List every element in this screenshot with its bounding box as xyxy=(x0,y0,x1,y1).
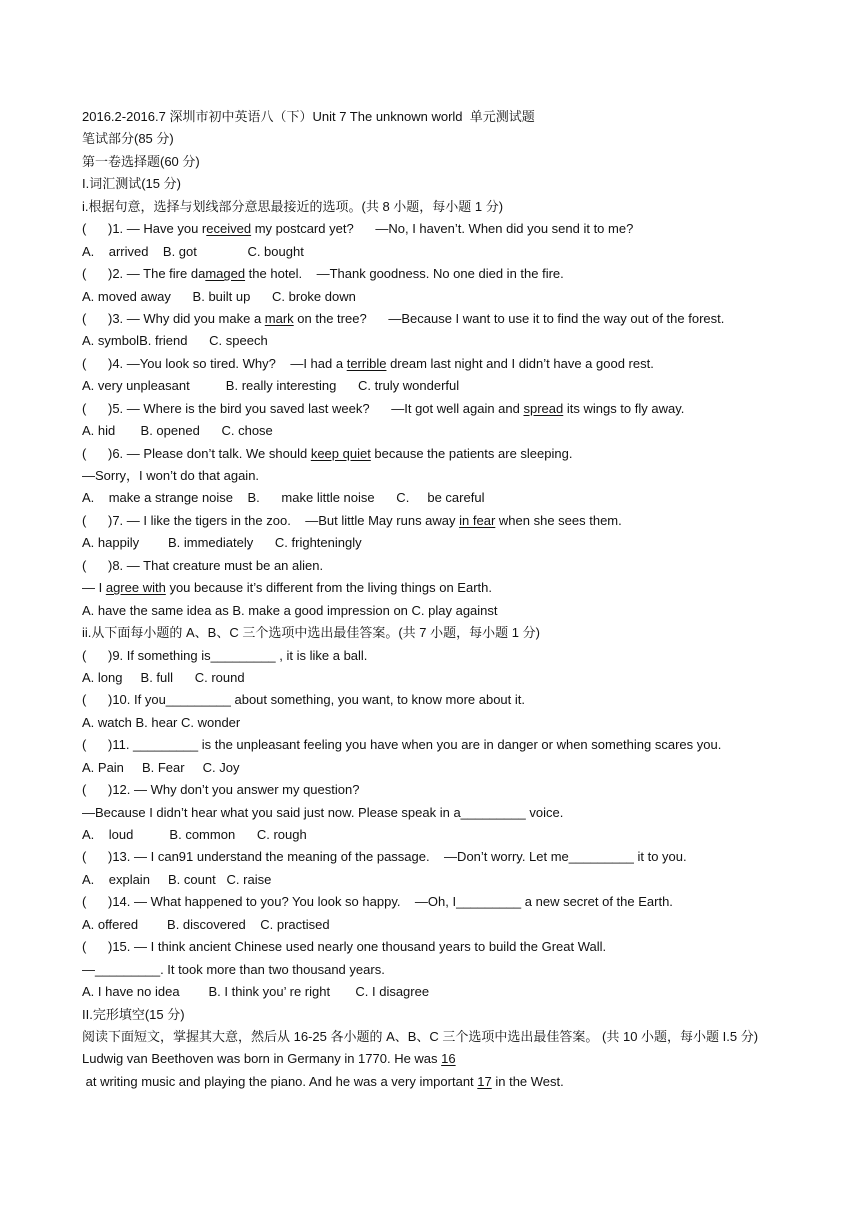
question-6-reply: —Sorry，I won’t do that again. xyxy=(82,468,260,483)
question-13-options: A. explain B. count C. raise xyxy=(82,871,272,887)
section1a-instructions: i.根据句意，选择与划线部分意思最接近的选项。(共 8 小题，每小题 1 分) xyxy=(82,198,504,214)
question-9: ( )9. If something is_________ , it is like a ball. xyxy=(82,647,368,663)
question-10-options: A. watch B. hear C. wonder xyxy=(82,714,241,730)
section1b-instructions: ii.从下面每小题的 A、B、C 三个选项中选出最佳答案。(共 7 小题，每小题 1 分) xyxy=(82,625,540,641)
question-15-options: A. I have no idea B. I think you’ re right C. I disagree xyxy=(82,984,430,1000)
question-7: ( )7. — I like the tigers in the zoo. —But little May runs away in fear when she sees them. xyxy=(82,512,622,528)
question-11-options: A. Pain B. Fear C. Joy xyxy=(82,759,240,775)
question-2: ( )2. — The fire damaged the hotel. —Thank goodness. No one died in the fire. xyxy=(82,266,564,282)
question-8: ( )8. — That creature must be an alien. xyxy=(82,557,324,573)
question-4: ( )4. —You look so tired. Why? —I had a terrible dream last night and I didn’t have a good rest. xyxy=(82,355,654,371)
question-4-options: A. very unpleasant B. really interesting C. truly wonderful xyxy=(82,378,460,394)
question-13: ( )13. — I can91 understand the meaning of the passage. —Don’t worry. Let me_________ it to you. xyxy=(82,849,687,865)
question-1-options: A. arrived B. got C. bought xyxy=(82,243,304,259)
question-12: ( )12. — Why don’t you answer my question? xyxy=(82,782,360,798)
question-3-options: A. symbolB. friend C. speech xyxy=(82,333,268,349)
question-6-options: A. make a strange noise B. make little noise C. be careful xyxy=(82,490,485,506)
question-15-reply: —_________. It took more than two thousand years. xyxy=(82,961,385,977)
volume1-heading: 第一卷选择题(60 分) xyxy=(82,153,200,169)
written-part-heading: 笔试部分(85 分) xyxy=(82,131,174,147)
question-14-options: A. offered B. discovered C. practised xyxy=(82,916,330,932)
question-9-options: A. long B. full C. round xyxy=(82,669,245,685)
section2-heading: II.完形填空(15 分) xyxy=(82,1006,185,1022)
question-12-reply: —Because I didn’t hear what you said just now. Please speak in a_________ voice. xyxy=(82,804,564,820)
question-5: ( )5. — Where is the bird you saved last week? —It got well again and spread its wings to fly away. xyxy=(82,400,685,416)
question-3: ( )3. — Why did you make a mark on the tree? —Because I want to use it to find the way out of the forest. xyxy=(82,310,725,326)
section1-heading: I.词汇测试(15 分) xyxy=(82,176,181,192)
question-5-options: A. hid B. opened C. chose xyxy=(82,423,273,439)
question-14: ( )14. — What happened to you? You look so happy. —Oh, I_________ a new secret of the Earth. xyxy=(82,894,673,910)
blank-16: 16 xyxy=(441,1051,456,1067)
question-8-reply: — I agree with you because it’s different from the living things on Earth. xyxy=(82,580,492,596)
question-11: ( )11. _________ is the unpleasant feeling you have when you are in danger or when something scares you. xyxy=(82,737,722,753)
exam-title: 2016.2-2016.7 深圳市初中英语八（下）Unit 7 The unknown world 单元测试题 xyxy=(82,109,535,124)
question-1: ( )1. — Have you received my postcard yet? —No, I haven’t. When did you send it to me? xyxy=(82,221,634,237)
blank-17: 17 xyxy=(477,1073,492,1089)
question-8-options: A. have the same idea as B. make a good impression on C. play against xyxy=(82,602,498,618)
section2-instructions: 阅读下面短文，掌握其大意，然后从 16-25 各小题的 A、B、C 三个选项中选出最佳答案。 (共 10 小题，每小题 I.5 分) xyxy=(82,1028,759,1044)
question-10: ( )10. If you_________ about something, you want, to know more about it. xyxy=(82,692,525,708)
passage-paragraph: Ludwig van Beethoven was born in Germany in 1770. He was 16 at writing music and playing the piano. And he was a very important 17 in the West. xyxy=(82,1051,564,1089)
question-7-options: A. happily B. immediately C. frighteningly xyxy=(82,535,362,551)
question-2-options: A. moved away B. built up C. broke down xyxy=(82,288,356,304)
exam-page xyxy=(82,106,786,1093)
question-15: ( )15. — I think ancient Chinese used nearly one thousand years to build the Great Wall. xyxy=(82,939,607,955)
question-12-options: A. loud B. common C. rough xyxy=(82,827,307,842)
question-6: ( )6. — Please don’t talk. We should keep quiet because the patients are sleeping. xyxy=(82,445,573,461)
